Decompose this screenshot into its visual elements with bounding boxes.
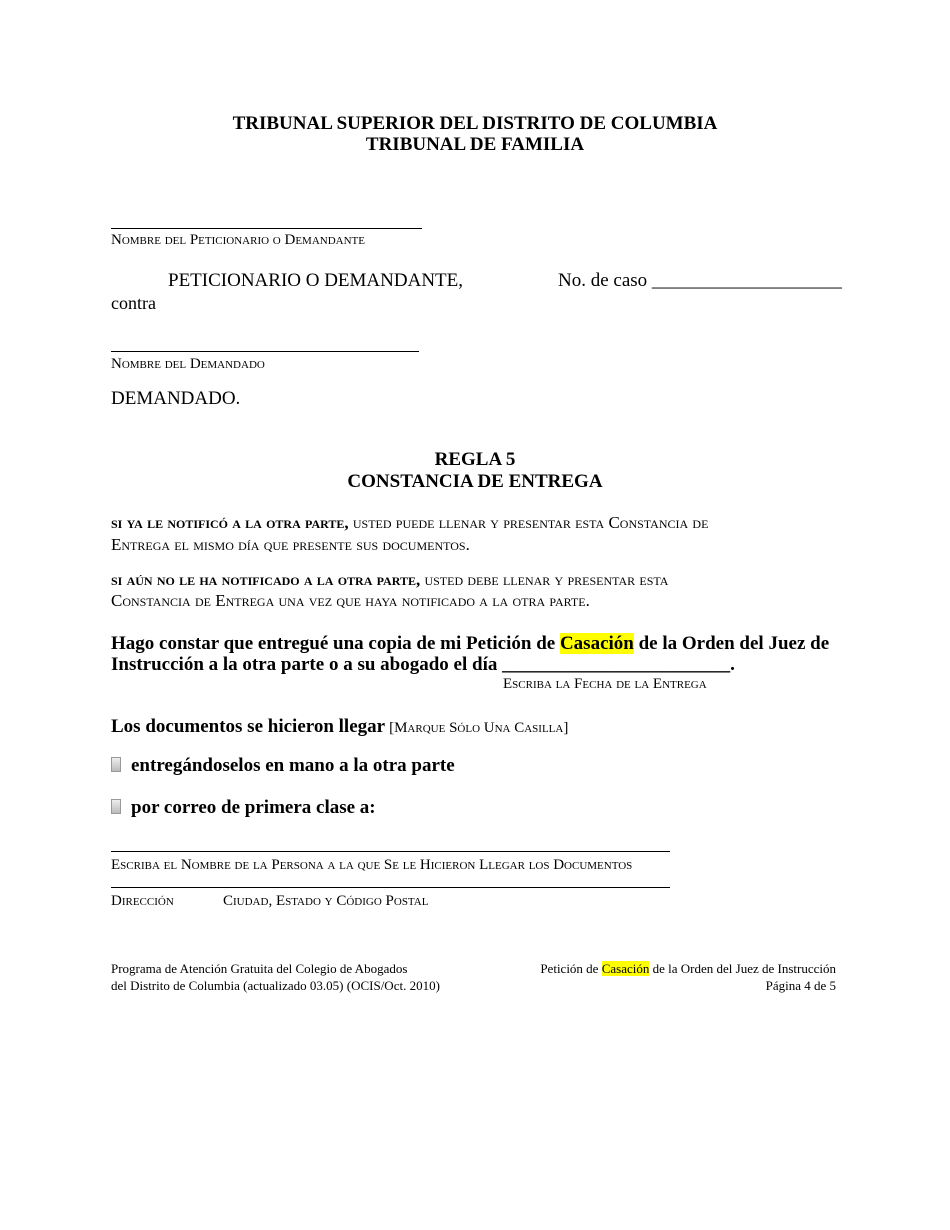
recipient-name-label: Escriba el Nombre de la Persona a la que Se le Hicieron Llegar los Documentos [111,857,633,873]
instruction-2-bold: si aún no le ha notificado a la otra parte, [111,570,421,589]
section-title: CONSTANCIA DE ENTREGA [347,471,603,492]
option-label: por correo de primera clase a: [131,797,376,818]
address-line[interactable] [111,887,670,888]
option-label: entregándoselos en mano a la otra parte [131,755,455,776]
instruction-2-line2: Constancia de Entrega una vez que haya notificado a la otra parte. [111,591,590,610]
petitioner-role: PETICIONARIO O DEMANDANTE, [168,270,464,291]
delivery-heading-text: Los documentos se hicieron llegar [111,716,386,737]
court-name: TRIBUNAL SUPERIOR DEL DISTRITO DE COLUMBIA [232,113,718,134]
city-state-zip-label: Ciudad, Estado y Código Postal [223,893,429,909]
page-number: Página 4 de 5 [765,978,836,993]
recipient-name-line[interactable] [111,851,670,852]
contra-text: contra [111,293,156,313]
option-hand-delivery[interactable] [111,756,455,775]
address-label: Dirección [111,893,174,909]
instruction-1-text: usted puede llenar y presentar esta Constancia de [348,513,709,532]
certification-text-a: Hago constar que entregué una copia de mi Petición de [111,633,560,654]
petitioner-name-line[interactable] [111,228,422,229]
respondent-name-line[interactable] [111,351,419,352]
respondent-name-label: Nombre del Demandado [111,356,265,372]
footer-text-b: de la Orden del Juez de Instrucción [649,961,836,976]
footer-left-line1: Programa de Atención Gratuita del Colegio de Abogados [111,961,408,976]
checkbox-icon[interactable] [111,757,121,772]
footer-left-line2: del Distrito de Columbia (actualizado 03.05) (OCIS/Oct. 2010) [111,978,440,993]
date-label: Escriba la Fecha de la Entrega [503,676,707,692]
instruction-1-line1 [111,514,708,531]
delivery-note: [Marque Sólo Una Casilla] [389,720,569,736]
petitioner-name-label: Nombre del Peticionario o Demandante [111,232,365,248]
respondent-role: DEMANDADO. [111,388,241,409]
option-first-class-mail[interactable] [111,798,376,817]
instruction-2-line1 [111,571,668,588]
checkbox-icon[interactable] [111,799,121,814]
footer-text-a: Petición de [540,961,602,976]
footer-right-line1 [540,962,836,975]
instruction-2-text: usted debe llenar y presentar esta [420,570,669,589]
delivery-heading [111,717,568,736]
instruction-1-bold: si ya le notificó a la otra parte, [111,513,349,532]
rule-number: REGLA 5 [434,449,516,470]
footer-highlighted-word: Casación [601,961,650,976]
certification-line2-date-field[interactable]: Instrucción a la otra parte o a su abogado el día ________________________. [111,654,735,675]
highlighted-word: Casación [559,633,634,654]
court-division: TRIBUNAL DE FAMILIA [365,134,585,155]
certification-line1 [111,634,829,653]
instruction-1-line2: Entrega el mismo día que presente sus documentos. [111,535,470,554]
case-number-field[interactable]: No. de caso ____________________ [558,270,842,291]
certification-text-b: de la Orden del Juez de [633,633,830,654]
